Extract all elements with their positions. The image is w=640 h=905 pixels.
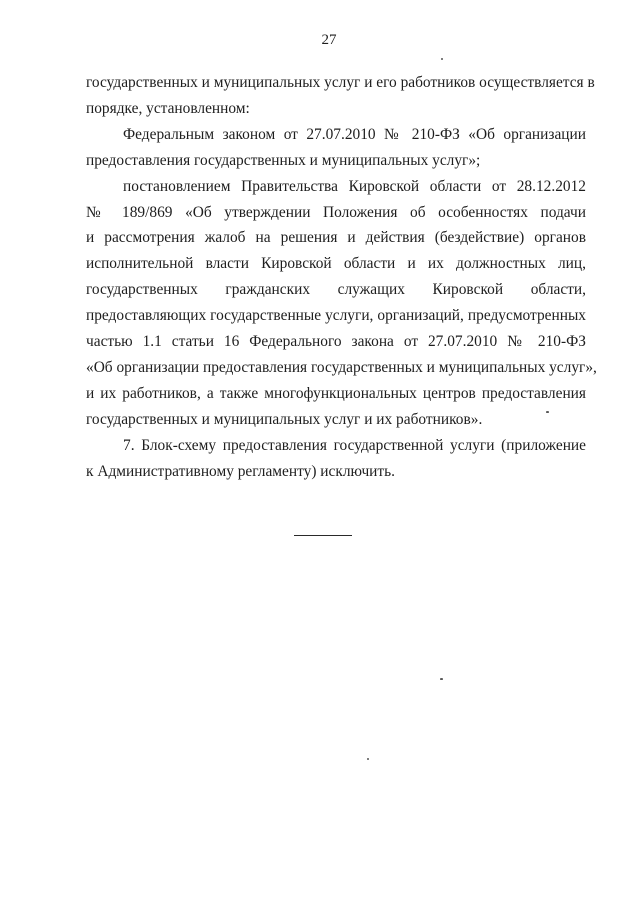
text-line: к Административному регламенту) исключить.	[86, 462, 396, 480]
text-line: и рассмотрения жалоб на решения и действия (бездействие) органов	[86, 229, 586, 247]
text-line: предоставляющих государственные услуги, организаций, предусмотренных	[86, 307, 586, 325]
text-line: государственных и муниципальных услуг и их работников».	[86, 410, 483, 428]
text-line: государственных гражданских служащих Кировской области,	[86, 281, 586, 299]
scan-speck	[440, 678, 443, 680]
text-line: постановлением Правительства Кировской области от 28.12.2012	[123, 177, 586, 195]
text-line: порядке, установленном:	[86, 99, 250, 117]
text-line: государственных и муниципальных услуг и его работников осуществляется в	[86, 74, 595, 91]
page-number: 27	[321, 32, 337, 48]
end-separator-line	[294, 535, 352, 536]
text-line: Федеральным законом от 27.07.2010 № 210-ФЗ «Об организации	[123, 125, 586, 143]
text-line: и их работников, а также многофункциональных центров предоставления	[86, 384, 586, 402]
text-line: частью 1.1 статьи 16 Федерального закона от 27.07.2010 № 210-ФЗ	[86, 333, 586, 351]
scan-speck	[546, 411, 549, 413]
text-line: предоставления государственных и муниципальных услуг»;	[86, 151, 481, 169]
text-line: № 189/869 «Об утверждении Положения об особенностях подачи	[86, 203, 586, 221]
document-body	[86, 70, 597, 485]
scan-speck	[367, 758, 369, 760]
text-line: «Об организации предоставления государственных и муниципальных услуг»,	[86, 358, 597, 376]
scan-speck	[441, 58, 443, 60]
text-line: исполнительной власти Кировской области и их должностных лиц,	[86, 255, 586, 273]
text-line: 7. Блок-схему предоставления государственной услуги (приложение	[123, 436, 586, 454]
